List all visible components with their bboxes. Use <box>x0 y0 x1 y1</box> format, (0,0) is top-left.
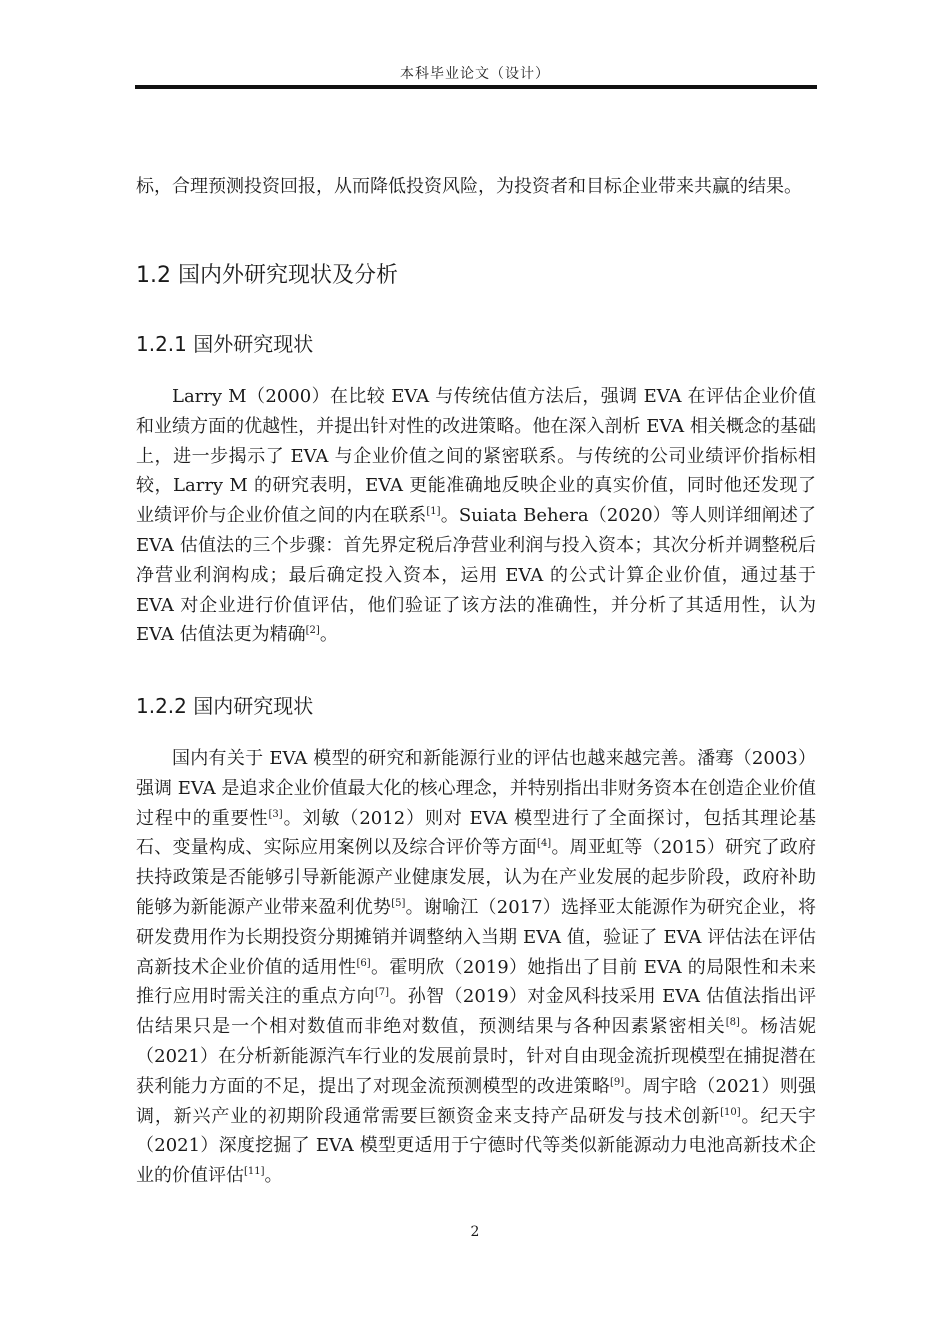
paragraph-text: 。纪天宇（2021）深度挖掘了 EVA 模型更适用于宁德时代等类似新能源动力电池高新技术企业的价值评估 <box>136 1105 817 1187</box>
section-heading: 1.2 国内外研究现状及分析 <box>136 263 398 288</box>
paragraph-text: 。 <box>264 1165 283 1187</box>
citation-ref: [6] <box>356 957 371 969</box>
paragraph-text: 国内有关于 EVA 模型的研究和新能源行业的评估也越来越完善。潘骞（2003）强调 EVA 是追求企业价值最大化的核心理念，并特别指出非财务资本在创造企业价值过程中的重要性 <box>136 748 816 829</box>
citation-ref: [5] <box>391 897 406 909</box>
paragraph-text: Larry M（2000）在比较 EVA 与传统估值方法后，强调 EVA 在评估企业价值和业绩方面的优越性，并提出针对性的改进策略。他在深入剖析 EVA 相关概念的基础上，进一步揭示了 EVA 与企业价值之间的紧密联系。与传统的公司业绩评价指标相较，Larry M 的研究表明，EVA 更能准确地反映企业的真实价值，同时他还发现了业绩评价与企业价值之间的内在联系 <box>136 386 816 527</box>
citation-ref: [10] <box>720 1106 741 1118</box>
citation-ref: [3] <box>268 808 283 820</box>
citation-ref: [7] <box>374 987 390 999</box>
paragraph-text: 。Suiata Behera（2020）等人则详细阐述了 EVA 估值法的三个步骤：首先界定税后净营业利润与投入资本；其次分析并调整税后净营业利润构成；最后确定投入资本，运用 EVA 的公式计算企业价值，通过基于 EVA 对企业进行价值评估，他们验证了该方法的准确性，并分析了其适用性，认为 EVA 估值法更为精确 <box>136 505 816 646</box>
citation-ref: [9] <box>609 1076 625 1088</box>
foreign-research-paragraph <box>136 382 816 650</box>
paragraph-text: 。孙智（2019）对金风科技采用 EVA 估值法指出评估结果只是一个相对数值而非绝对数值，预测结果与各种因素紧密相关 <box>136 986 816 1038</box>
paragraph-text: 。谢喻江（2017）选择亚太能源作为研究企业，将研发费用作为长期投资分期摊销并调整纳入当期 EVA 值，验证了 EVA 评估法在评估高新技术企业价值的适用性 <box>136 896 817 978</box>
citation-ref: [1] <box>426 506 441 518</box>
paragraph-text: 。 <box>319 624 338 646</box>
subsection-heading-domestic: 1.2.2 国内研究现状 <box>136 694 314 718</box>
citation-ref: [8] <box>725 1017 740 1029</box>
page-number: 2 <box>470 1224 480 1240</box>
subsection-heading-foreign: 1.2.1 国外研究现状 <box>136 332 314 356</box>
page-header-title: 本科毕业论文（设计） <box>400 66 550 82</box>
citation-ref: [4] <box>537 838 552 850</box>
paragraph-text: 。霍明欣（2019）她指出了目前 EVA 的局限性和未来推行应用时需关注的重点方向 <box>136 956 816 1008</box>
citation-ref: [11] <box>244 1166 265 1178</box>
domestic-research-paragraph <box>136 744 816 1191</box>
paragraph-text: 。周亚虹等（2015）研究了政府扶持政策是否能够引导新能源产业健康发展，认为在产业发展的起步阶段，政府补助能够为新能源产业带来盈利优势 <box>136 837 817 918</box>
citation-ref: [2] <box>305 625 320 637</box>
header-rule <box>135 85 817 89</box>
paragraph-text: 。周宇晗（2021）则强调，新兴产业的初期阶段通常需要巨额资金来支持产品研发与技术创新 <box>136 1075 816 1127</box>
intro-continuation-paragraph: 标，合理预测投资回报，从而降低投资风险，为投资者和目标企业带来共赢的结果。 <box>136 176 802 197</box>
paragraph-text: 。杨洁妮（2021）在分析新能源汽车行业的发展前景时，针对自由现金流折现模型在捕捉潜在获利能力方面的不足，提出了对现金流预测模型的改进策略 <box>136 1016 817 1097</box>
paragraph-text: 。刘敏（2012）则对 EVA 模型进行了全面探讨，包括其理论基石、变量构成、实际应用案例以及综合评价等方面 <box>136 807 817 859</box>
